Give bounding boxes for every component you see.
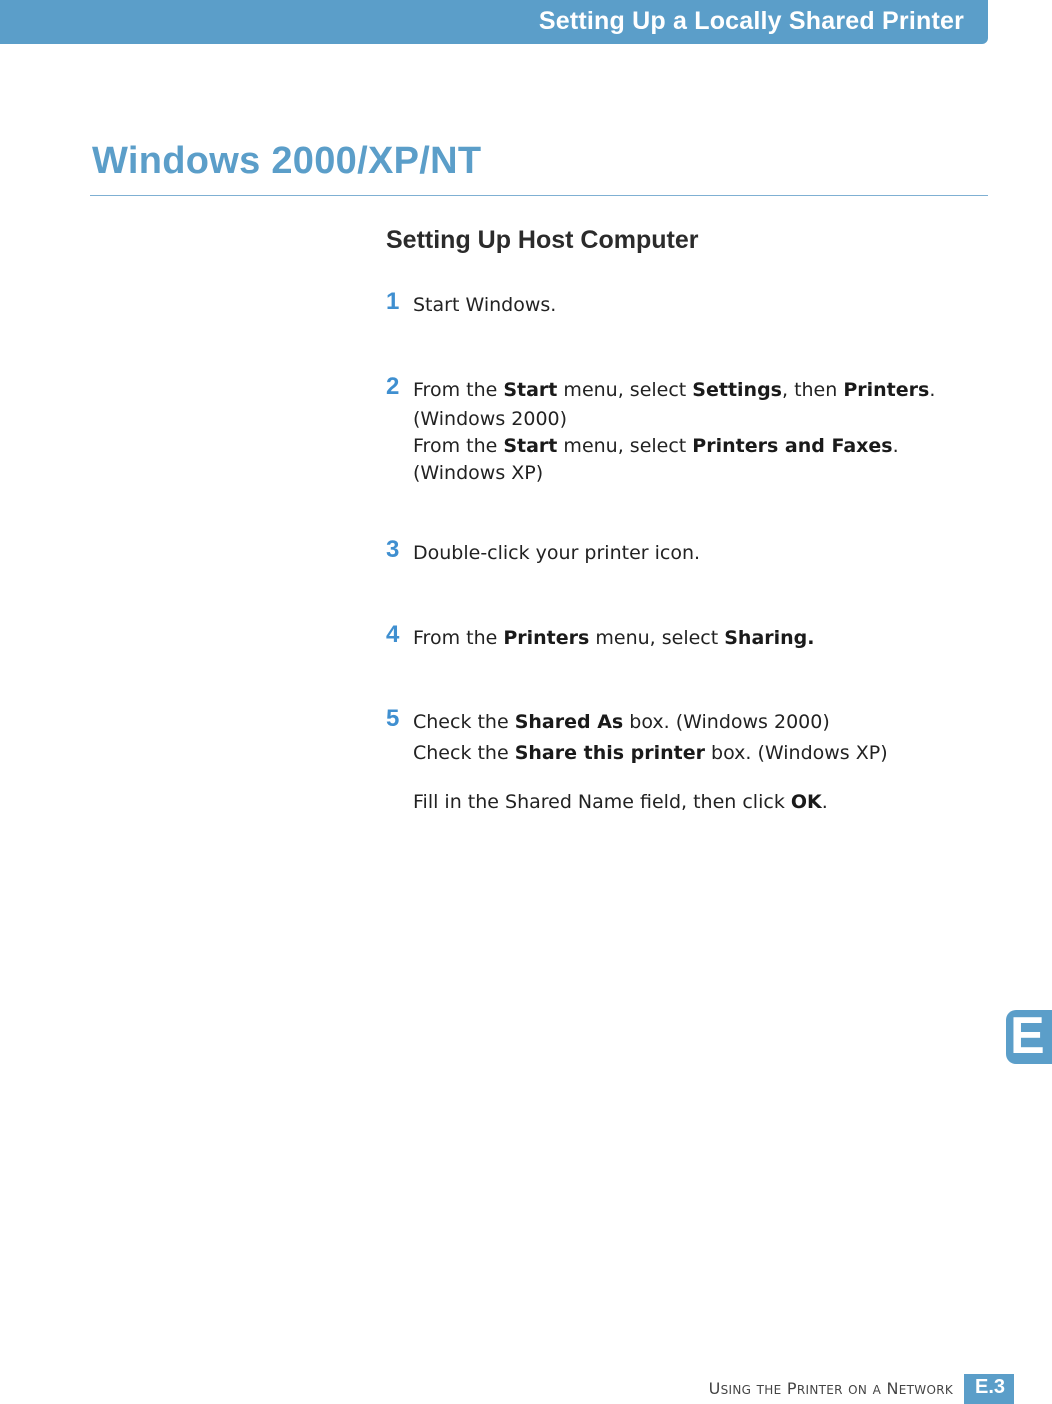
step-note: (Windows XP) [413, 462, 544, 484]
header-title: Setting Up a Locally Shared Printer [538, 7, 964, 35]
section-title: Windows 2000/XP/NT [92, 140, 482, 182]
step-text: From the Printers menu, select Sharing. [413, 627, 815, 649]
page-number: E.3 [975, 1376, 1006, 1398]
step-text: From the Start menu, select Printers and Faxes. [413, 435, 899, 457]
step-text: Check the Shared As box. (Windows 2000) [413, 711, 830, 733]
step-3 [386, 536, 1013, 567]
step-text: Start Windows. [413, 294, 557, 316]
step-number: 2 [386, 373, 400, 400]
step-number: 5 [386, 705, 400, 732]
step-number: 4 [386, 621, 400, 648]
section-divider [90, 195, 988, 196]
step-5 [386, 705, 1013, 816]
step-number: 1 [386, 288, 400, 315]
step-text: Fill in the Shared Name field, then click OK. [413, 791, 828, 813]
step-note: (Windows 2000) [413, 408, 568, 430]
chapter-tab-letter: E [1010, 1007, 1045, 1065]
step-text: Double-click your printer icon. [413, 542, 701, 564]
step-4 [386, 621, 1013, 652]
step-number: 3 [386, 536, 400, 563]
step-1 [386, 288, 1013, 319]
subsection-title: Setting Up Host Computer [386, 226, 699, 254]
footer-running-title: USING THE PRINTER ON A NETWORK [708, 1379, 953, 1398]
step-text: From the Start menu, select Settings, then Printers. [413, 379, 936, 401]
header-bar [0, 0, 988, 44]
step-2 [386, 373, 1013, 487]
step-text: Check the Share this printer box. (Windows XP) [413, 742, 888, 764]
